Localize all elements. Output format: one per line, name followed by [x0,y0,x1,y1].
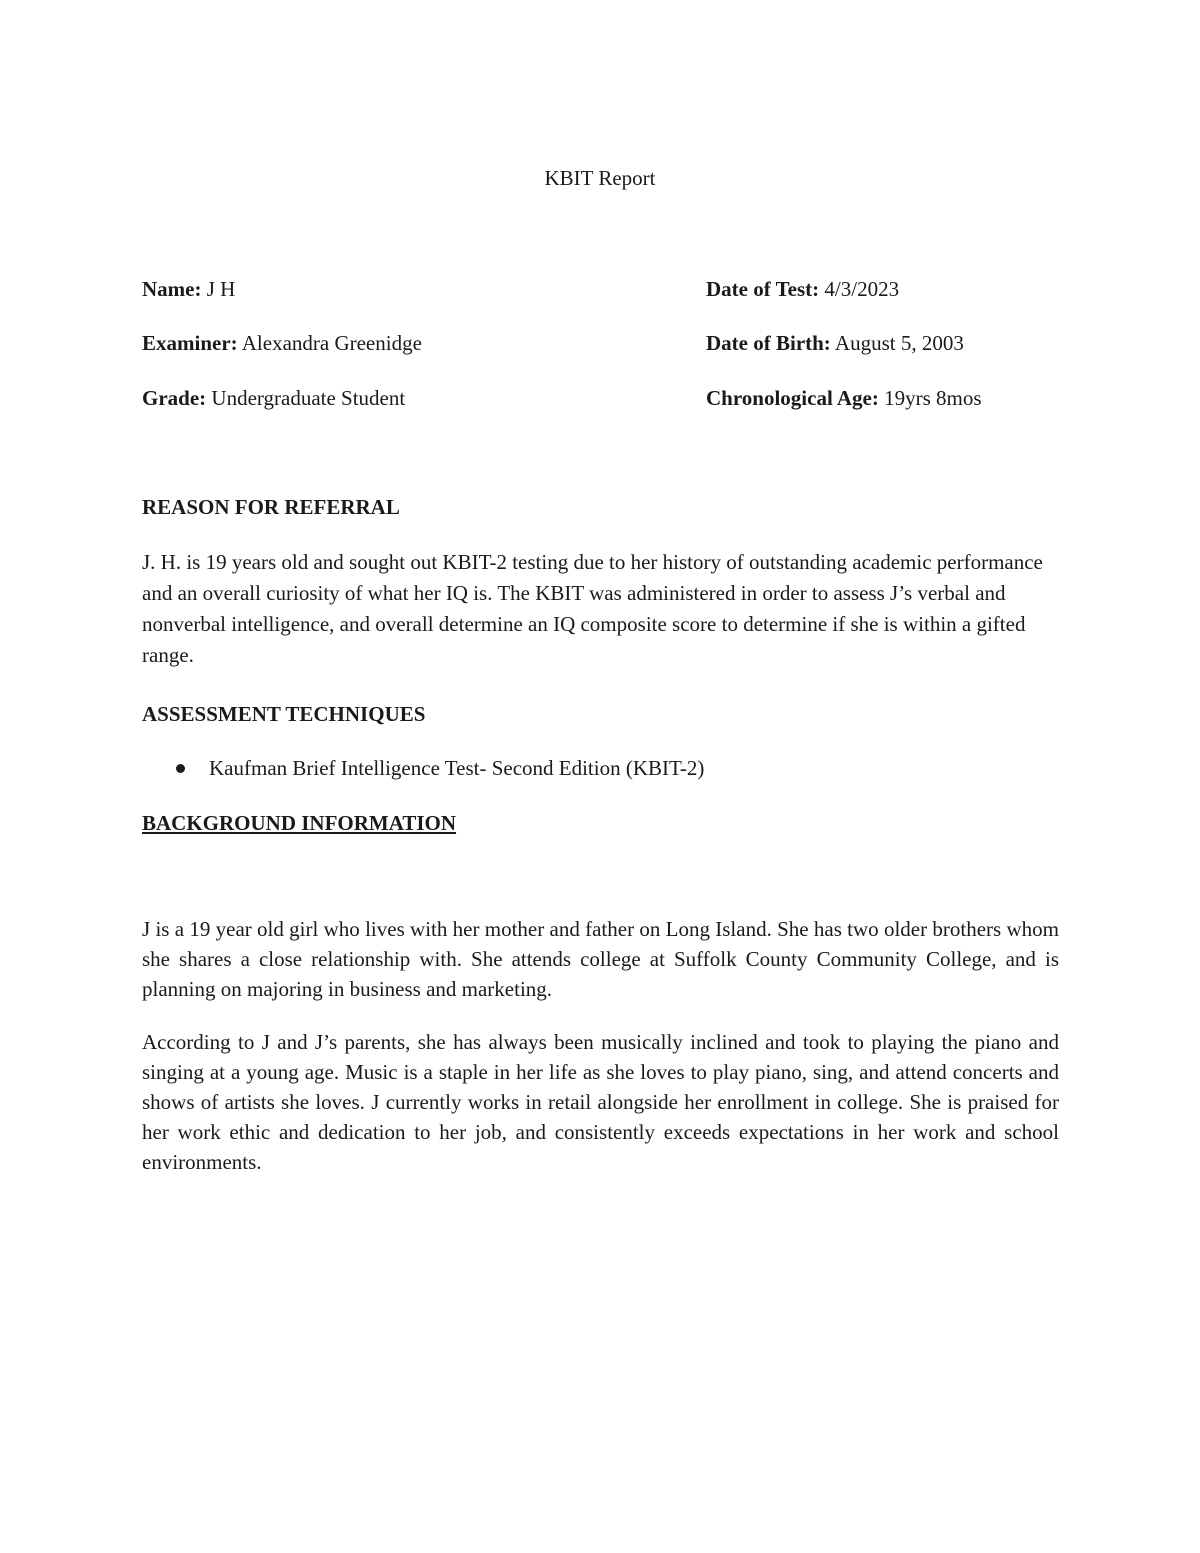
background-paragraph-1: J is a 19 year old girl who lives with her mother and father on Long Island. She has two older brothers whom she shares a close relationship with. She attends college at Suffolk County Community College, and is planning on majoring in business and marketing. [142,917,1059,1001]
report-title: KBIT Report [544,166,656,190]
bullet-icon [176,764,185,773]
date-of-birth-label: Date of Birth: [706,331,831,355]
referral-heading: REASON FOR REFERRAL [142,495,400,519]
chronological-age-value: 19yrs 8mos [884,386,982,410]
name-field [142,277,235,302]
background-paragraph-2: According to J and J’s parents, she has always been musically inclined and took to playing the piano and singing at a young age. Music is a staple in her life as she loves to play piano, sing, and attend concerts and shows of artists she loves. J currently works in retail alongside her enrollment in college. She is praised for her work ethic and dedication to her job, and consistently exceeds expectations in her work and school environments. [142,1030,1059,1174]
grade-field [142,386,405,411]
chronological-age-label: Chronological Age: [706,386,879,410]
date-of-birth-value: August 5, 2003 [834,331,964,355]
date-of-test-field [706,277,899,302]
background-heading: BACKGROUND INFORMATION [142,811,457,835]
date-of-birth-field [706,331,964,356]
date-of-test-label: Date of Test: [706,277,820,301]
grade-value: Undergraduate Student [211,386,406,410]
chronological-age-field [706,386,982,411]
assessment-heading: ASSESSMENT TECHNIQUES [142,702,426,726]
date-of-test-value: 4/3/2023 [824,277,900,301]
name-value: J H [206,277,236,301]
grade-label: Grade: [142,386,207,410]
assessment-list-item [176,756,704,781]
examiner-label: Examiner: [142,331,238,355]
referral-paragraph: J. H. is 19 years old and sought out KBIT-2 testing due to her history of outstanding academic performance and an overall curiosity of what her IQ is. The KBIT was administered in order to assess J’s verbal and nonverbal intelligence, and overall determine an IQ composite score to determine if she is within a gifted range. [142,550,1043,667]
assessment-item-text: Kaufman Brief Intelligence Test- Second Edition (KBIT-2) [209,756,705,780]
examiner-field [142,331,422,356]
name-label: Name: [142,277,202,301]
examiner-value: Alexandra Greenidge [241,331,422,355]
